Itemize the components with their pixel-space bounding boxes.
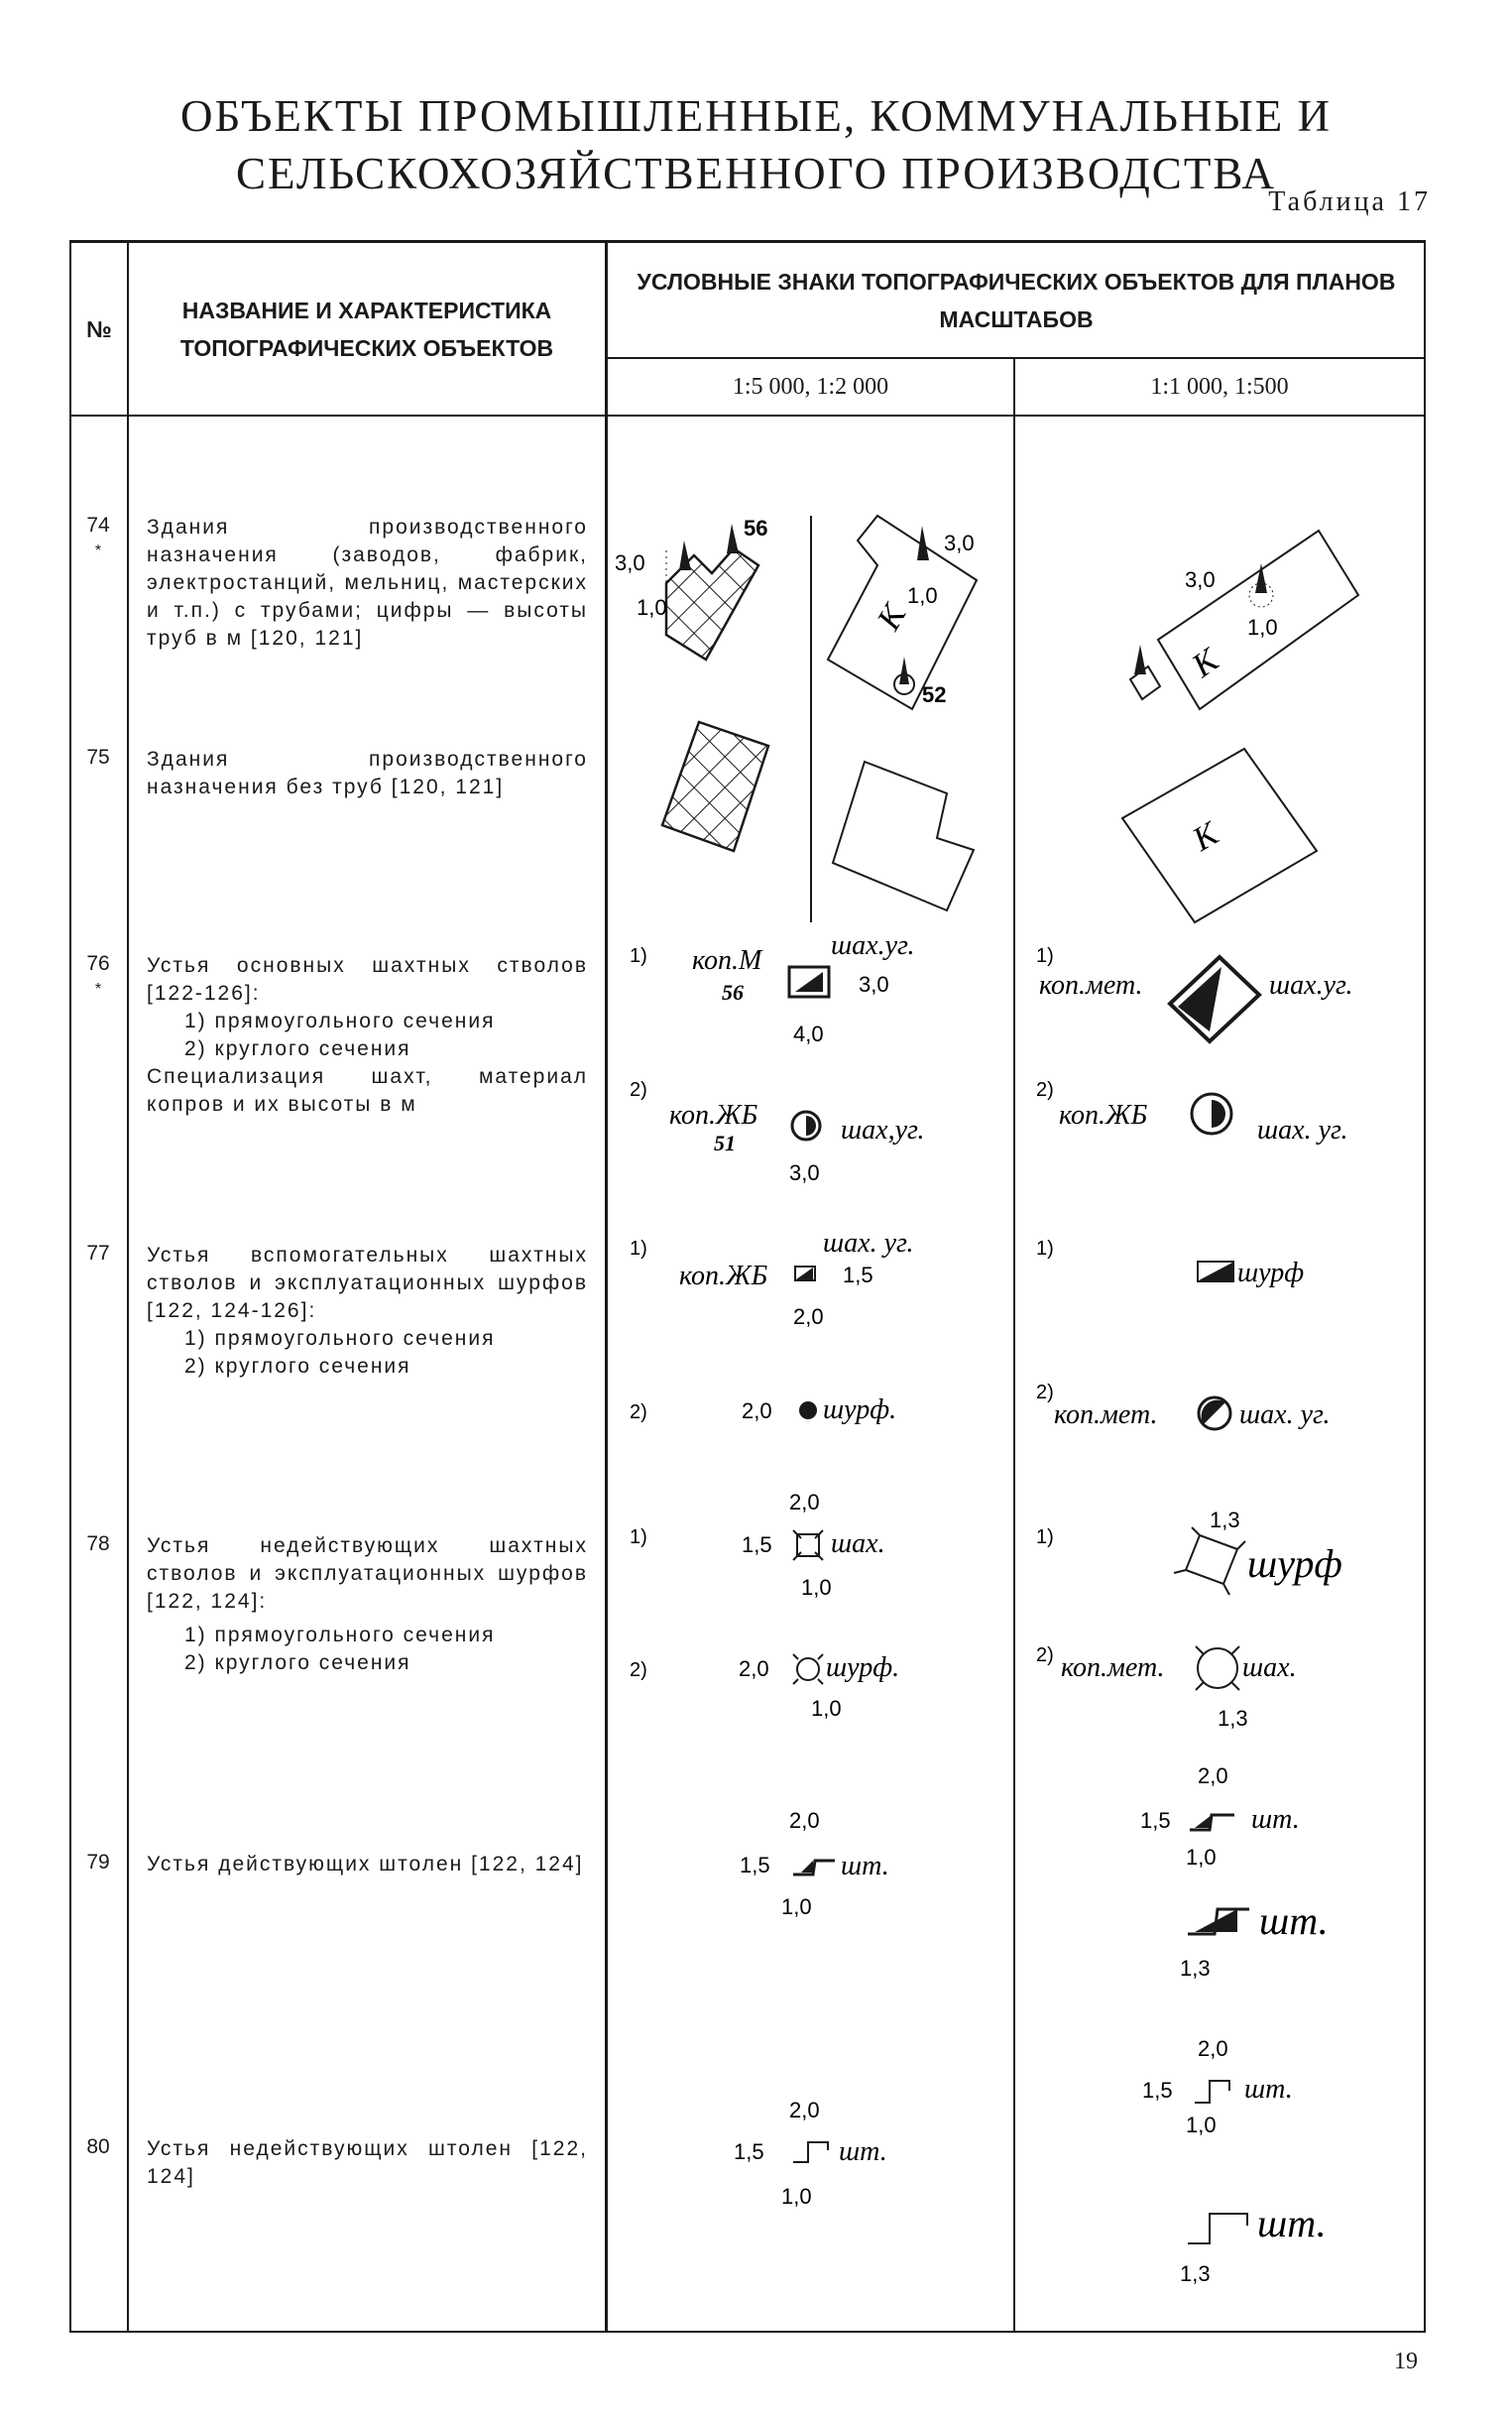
svg-text:2,0: 2,0 — [789, 1808, 820, 1833]
sign-78-2-scale1 — [630, 1652, 899, 1721]
svg-text:шт.: шт. — [839, 2136, 887, 2167]
sign-79-scale2-large — [1180, 1898, 1329, 1981]
svg-text:2,0: 2,0 — [1198, 1763, 1228, 1788]
svg-text:1,5: 1,5 — [843, 1263, 873, 1287]
svg-text:1,3: 1,3 — [1180, 1956, 1211, 1981]
sign-80-scale2-large — [1180, 2201, 1327, 2286]
header-scale-1: 1:5 000, 1:2 000 — [732, 374, 889, 400]
svg-text:1,0: 1,0 — [781, 1894, 812, 1919]
svg-text:шах.: шах. — [831, 1528, 885, 1559]
svg-text:56: 56 — [744, 516, 768, 541]
svg-text:коп.мет.: коп.мет. — [1039, 970, 1143, 1001]
row-74-number: 74 * — [86, 514, 110, 559]
sign-80-scale2-small — [1142, 2036, 1293, 2137]
svg-text:шурф: шурф — [1237, 1258, 1305, 1288]
row-77-number: 77 — [86, 1242, 110, 1265]
svg-text:1,3: 1,3 — [1218, 1706, 1248, 1731]
svg-text:2,0: 2,0 — [793, 1304, 824, 1329]
svg-text:1): 1) — [1036, 1238, 1054, 1260]
adit-icon — [793, 2142, 828, 2162]
svg-text:1): 1) — [630, 945, 647, 967]
row-80-description: Устья недействующих штолен [122, 124] — [147, 2137, 588, 2188]
svg-text:51: 51 — [714, 1131, 736, 1155]
shaft-icon — [797, 1658, 819, 1680]
title-line-1: ОБЪЕКТЫ ПРОМЫШЛЕННЫЕ, КОММУНАЛЬНЫЕ И — [180, 91, 1332, 141]
sign-79-scale2-small — [1140, 1763, 1300, 1870]
svg-text:2): 2) — [1036, 1644, 1054, 1666]
sign-77-1-scale1 — [630, 1228, 914, 1329]
sign-78-1-scale2 — [1036, 1508, 1342, 1595]
svg-text:2): 2) — [1036, 1079, 1054, 1101]
chimney-icon — [679, 541, 691, 570]
svg-text:56: 56 — [722, 980, 744, 1005]
row-78-number: 78 — [86, 1532, 110, 1555]
svg-text:1,0: 1,0 — [1186, 1845, 1217, 1870]
shaft-icon — [1186, 1535, 1237, 1584]
sign-77-2-scale1 — [630, 1394, 896, 1425]
sign-74-scale2 — [1130, 531, 1358, 709]
sign-74-scale1-outline — [828, 516, 977, 709]
svg-text:шурф.: шурф. — [826, 1652, 900, 1683]
svg-text:3,0: 3,0 — [789, 1160, 820, 1185]
svg-text:2,0: 2,0 — [742, 1398, 772, 1423]
svg-text:1,5: 1,5 — [1140, 1808, 1171, 1833]
svg-text:1): 1) — [1036, 1526, 1054, 1548]
svg-text:коп.мет.: коп.мет. — [1061, 1652, 1165, 1683]
header-scale-2: 1:1 000, 1:500 — [1150, 374, 1289, 400]
svg-text:1,3: 1,3 — [1210, 1508, 1240, 1532]
svg-text:шах. уг.: шах. уг. — [1239, 1399, 1331, 1430]
svg-text:шах.: шах. — [1242, 1652, 1297, 1683]
header-signs: УСЛОВНЫЕ ЗНАКИ ТОПОГРАФИЧЕСКИХ ОБЪЕКТОВ ДЛЯ ПЛАНОВ МАСШТАБОВ — [637, 269, 1396, 332]
adit-icon — [793, 1861, 835, 1874]
svg-text:1): 1) — [630, 1238, 647, 1260]
svg-text:2): 2) — [630, 1401, 647, 1423]
svg-text:3,0: 3,0 — [859, 972, 889, 997]
svg-text:шт.: шт. — [1244, 2074, 1293, 2105]
sign-74-scale1-hatched — [615, 516, 767, 660]
svg-text:1): 1) — [1036, 945, 1054, 967]
svg-text:шт.: шт. — [1257, 2201, 1327, 2245]
sign-75-scale1-hatched — [662, 722, 768, 851]
row-74-description: Здания производственного назначения (заводов, фабрик, электростанций, мельниц, мастерских и т.п.) с трубами; цифры — высоты труб в м [120, 121] — [147, 516, 588, 650]
svg-text:шт.: шт. — [841, 1851, 889, 1881]
svg-text:шурф.: шурф. — [823, 1394, 897, 1425]
svg-text:3,0: 3,0 — [944, 531, 975, 555]
sign-79-scale1 — [740, 1808, 889, 1919]
header-num: № — [86, 315, 112, 342]
sign-80-scale1 — [734, 2098, 887, 2209]
svg-text:коп.ЖБ: коп.ЖБ — [1059, 1100, 1148, 1131]
svg-text:1): 1) — [630, 1526, 647, 1548]
svg-text:2,0: 2,0 — [789, 2098, 820, 2122]
svg-text:1,3: 1,3 — [1180, 2261, 1211, 2286]
svg-text:1,5: 1,5 — [734, 2139, 764, 2164]
svg-text:2,0: 2,0 — [789, 1490, 820, 1514]
svg-text:шах.уг.: шах.уг. — [1269, 970, 1353, 1001]
sign-76-1-scale1 — [630, 930, 915, 1046]
svg-text:1,0: 1,0 — [1186, 2113, 1217, 2137]
sign-76-2-scale1 — [630, 1079, 925, 1185]
sign-75-scale2 — [1122, 749, 1317, 922]
svg-text:1,5: 1,5 — [742, 1532, 772, 1557]
svg-text:52: 52 — [922, 682, 947, 707]
svg-text:шах,уг.: шах,уг. — [841, 1115, 925, 1146]
svg-text:шах. уг.: шах. уг. — [823, 1228, 914, 1259]
sign-78-2-scale2 — [1036, 1644, 1297, 1731]
shaft-icon — [799, 1401, 817, 1419]
svg-text:1,5: 1,5 — [1142, 2078, 1173, 2103]
svg-text:2): 2) — [630, 1079, 647, 1101]
row-75-number: 75 — [86, 746, 110, 769]
row-78-description: Устья недействующих шахтных стволов и эксплуатационных шурфов [122, 124]: 1) прямоугольного сечения 2) круглого сечения — [147, 1534, 588, 1674]
row-77-description: Устья вспомогательных шахтных стволов и эксплуатационных шурфов [122, 124-126]: 1) прямоугольного сечения 2) круглого сечения — [147, 1244, 588, 1378]
row-75-description: Здания производственного назначения без труб [120, 121] — [147, 748, 588, 798]
row-79-description: Устья действующих штолен [122, 124] — [147, 1853, 584, 1875]
svg-text:2,0: 2,0 — [739, 1656, 769, 1681]
svg-text:1,0: 1,0 — [801, 1575, 832, 1600]
svg-text:1,0: 1,0 — [637, 595, 667, 620]
sign-76-1-scale2 — [1036, 945, 1353, 1041]
title-line-2: СЕЛЬСКОХОЗЯЙСТВЕННОГО ПРОИЗВОДСТВА — [236, 149, 1276, 198]
svg-text:1,0: 1,0 — [811, 1696, 842, 1721]
svg-text:коп.М: коп.М — [692, 945, 762, 976]
svg-text:шт.: шт. — [1259, 1898, 1329, 1943]
svg-text:шах. уг.: шах. уг. — [1257, 1115, 1348, 1146]
svg-text:1,0: 1,0 — [907, 583, 938, 608]
adit-icon — [1188, 2214, 1247, 2243]
page-number: 19 — [1394, 2349, 1418, 2374]
svg-text:3,0: 3,0 — [615, 550, 645, 575]
svg-text:коп.ЖБ: коп.ЖБ — [669, 1100, 758, 1131]
row-79-number: 79 — [86, 1851, 110, 1874]
sign-75-scale1-outline — [833, 762, 974, 910]
chimney-icon — [1134, 645, 1146, 674]
chimney-icon — [727, 524, 739, 553]
sign-78-1-scale1 — [630, 1490, 885, 1600]
svg-text:2): 2) — [630, 1659, 647, 1681]
svg-text:К: К — [1185, 642, 1225, 685]
svg-text:4,0: 4,0 — [793, 1022, 824, 1046]
table-label: Таблица 17 — [1268, 186, 1431, 217]
svg-text:шт.: шт. — [1251, 1804, 1300, 1835]
row-80-number: 80 — [86, 2135, 110, 2158]
svg-text:К: К — [870, 598, 914, 637]
svg-text:1,0: 1,0 — [781, 2184, 812, 2209]
svg-text:2): 2) — [1036, 1382, 1054, 1403]
adit-icon — [1195, 2081, 1229, 2103]
svg-text:1,5: 1,5 — [740, 1853, 770, 1877]
svg-text:шурф: шурф — [1247, 1541, 1342, 1586]
row-76-description: Устья основных шахтных стволов [122-126]: 1) прямоугольного сечения 2) круглого сечения Специализация шахт, материал копров и их высоты в м — [147, 954, 588, 1116]
sign-76-2-scale2 — [1036, 1079, 1348, 1146]
svg-text:коп.ЖБ: коп.ЖБ — [679, 1261, 768, 1291]
svg-text:шах.уг.: шах.уг. — [831, 930, 915, 961]
svg-text:2,0: 2,0 — [1198, 2036, 1228, 2061]
svg-text:3,0: 3,0 — [1185, 567, 1216, 592]
svg-text:коп.мет.: коп.мет. — [1054, 1399, 1158, 1430]
sign-77-1-scale2 — [1036, 1238, 1304, 1288]
svg-text:К: К — [1186, 815, 1224, 859]
header-name: НАЗВАНИЕ И ХАРАКТЕРИСТИКА ТОПОГРАФИЧЕСКИХ ОБЪЕКТОВ — [179, 297, 554, 361]
row-76-number: 76 * — [86, 952, 110, 998]
sign-77-2-scale2 — [1036, 1382, 1331, 1430]
svg-text:1,0: 1,0 — [1247, 615, 1278, 640]
